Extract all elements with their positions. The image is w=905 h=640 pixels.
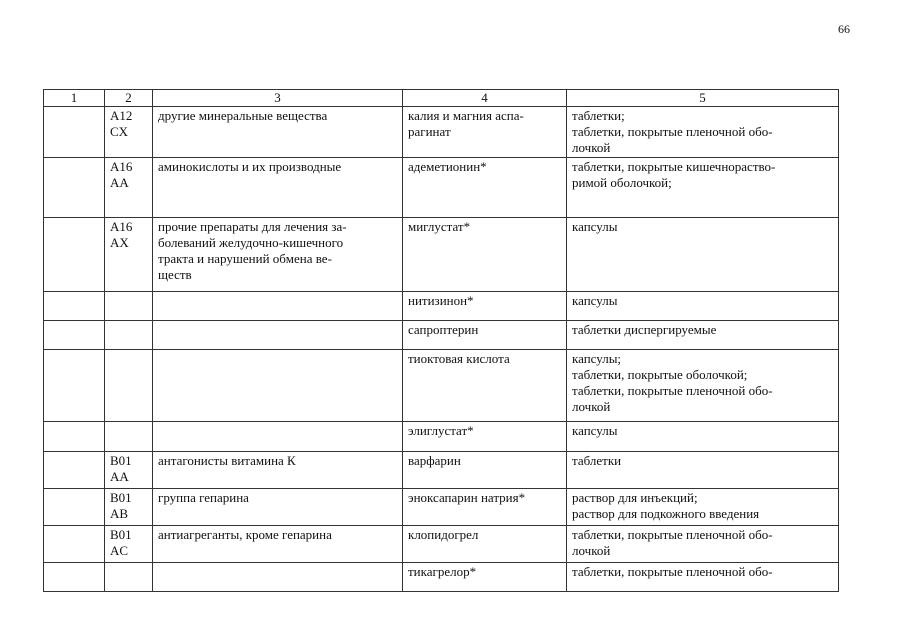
header-col-4: 4 bbox=[403, 90, 567, 107]
form-cell: капсулы bbox=[567, 422, 839, 452]
row-index-cell bbox=[44, 526, 105, 563]
drug-cell: клопидогрел bbox=[403, 526, 567, 563]
header-col-1: 1 bbox=[44, 90, 105, 107]
atc-code-cell: A16 AA bbox=[105, 158, 153, 218]
row-index-cell bbox=[44, 350, 105, 422]
row-index-cell bbox=[44, 422, 105, 452]
atc-code-cell: B01 AA bbox=[105, 452, 153, 489]
drug-cell: адеметионин* bbox=[403, 158, 567, 218]
atc-code-cell bbox=[105, 321, 153, 350]
group-cell: другие минеральные вещества bbox=[153, 107, 403, 158]
atc-code-cell: B01 AB bbox=[105, 489, 153, 526]
header-col-2: 2 bbox=[105, 90, 153, 107]
table-row bbox=[44, 422, 839, 452]
row-index-cell bbox=[44, 218, 105, 292]
drug-cell: миглустат* bbox=[403, 218, 567, 292]
group-cell: антагонисты витамина К bbox=[153, 452, 403, 489]
group-cell bbox=[153, 563, 403, 592]
row-index-cell bbox=[44, 489, 105, 526]
drug-cell: варфарин bbox=[403, 452, 567, 489]
table-row bbox=[44, 292, 839, 321]
row-index-cell bbox=[44, 158, 105, 218]
atc-code-cell: A16 AX bbox=[105, 218, 153, 292]
form-cell: капсулы bbox=[567, 292, 839, 321]
page-number: 66 bbox=[838, 22, 850, 36]
form-cell: капсулы bbox=[567, 218, 839, 292]
table-row bbox=[44, 563, 839, 592]
drug-cell: тикагрелор* bbox=[403, 563, 567, 592]
drug-cell: элиглустат* bbox=[403, 422, 567, 452]
header-row bbox=[44, 90, 839, 107]
group-cell: аминокислоты и их производные bbox=[153, 158, 403, 218]
header-col-5: 5 bbox=[567, 90, 839, 107]
table-row bbox=[44, 321, 839, 350]
row-index-cell bbox=[44, 321, 105, 350]
drug-cell: калия и магния аспа- рагинат bbox=[403, 107, 567, 158]
form-cell: таблетки, покрытые кишечнораство- римой оболочкой; bbox=[567, 158, 839, 218]
form-cell: таблетки, покрытые пленочной обо- bbox=[567, 563, 839, 592]
atc-code-cell bbox=[105, 292, 153, 321]
drug-cell: нитизинон* bbox=[403, 292, 567, 321]
table-row bbox=[44, 218, 839, 292]
group-cell bbox=[153, 292, 403, 321]
atc-code-cell bbox=[105, 350, 153, 422]
form-cell: таблетки диспергируемые bbox=[567, 321, 839, 350]
atc-code-cell: A12 CX bbox=[105, 107, 153, 158]
atc-code-cell: B01 AC bbox=[105, 526, 153, 563]
table-row bbox=[44, 452, 839, 489]
form-cell: капсулы; таблетки, покрытые оболочкой; таблетки, покрытые пленочной обо- лочкой bbox=[567, 350, 839, 422]
group-cell bbox=[153, 422, 403, 452]
group-cell bbox=[153, 350, 403, 422]
group-cell bbox=[153, 321, 403, 350]
drug-cell: тиоктовая кислота bbox=[403, 350, 567, 422]
table-row bbox=[44, 526, 839, 563]
drug-cell: сапроптерин bbox=[403, 321, 567, 350]
group-cell: прочие препараты для лечения за- болеваний желудочно-кишечного тракта и нарушений обмена ве- ществ bbox=[153, 218, 403, 292]
table-row bbox=[44, 350, 839, 422]
group-cell: группа гепарина bbox=[153, 489, 403, 526]
row-index-cell bbox=[44, 452, 105, 489]
table-row bbox=[44, 158, 839, 218]
atc-code-cell bbox=[105, 563, 153, 592]
row-index-cell bbox=[44, 563, 105, 592]
header-col-3: 3 bbox=[153, 90, 403, 107]
row-index-cell bbox=[44, 107, 105, 158]
medication-table bbox=[43, 89, 839, 592]
atc-code-cell bbox=[105, 422, 153, 452]
form-cell: таблетки bbox=[567, 452, 839, 489]
row-index-cell bbox=[44, 292, 105, 321]
form-cell: таблетки, покрытые пленочной обо- лочкой bbox=[567, 526, 839, 563]
form-cell: раствор для инъекций; раствор для подкожного введения bbox=[567, 489, 839, 526]
form-cell: таблетки; таблетки, покрытые пленочной обо- лочкой bbox=[567, 107, 839, 158]
drug-cell: эноксапарин натрия* bbox=[403, 489, 567, 526]
table-row bbox=[44, 107, 839, 158]
group-cell: антиагреганты, кроме гепарина bbox=[153, 526, 403, 563]
table-row bbox=[44, 489, 839, 526]
